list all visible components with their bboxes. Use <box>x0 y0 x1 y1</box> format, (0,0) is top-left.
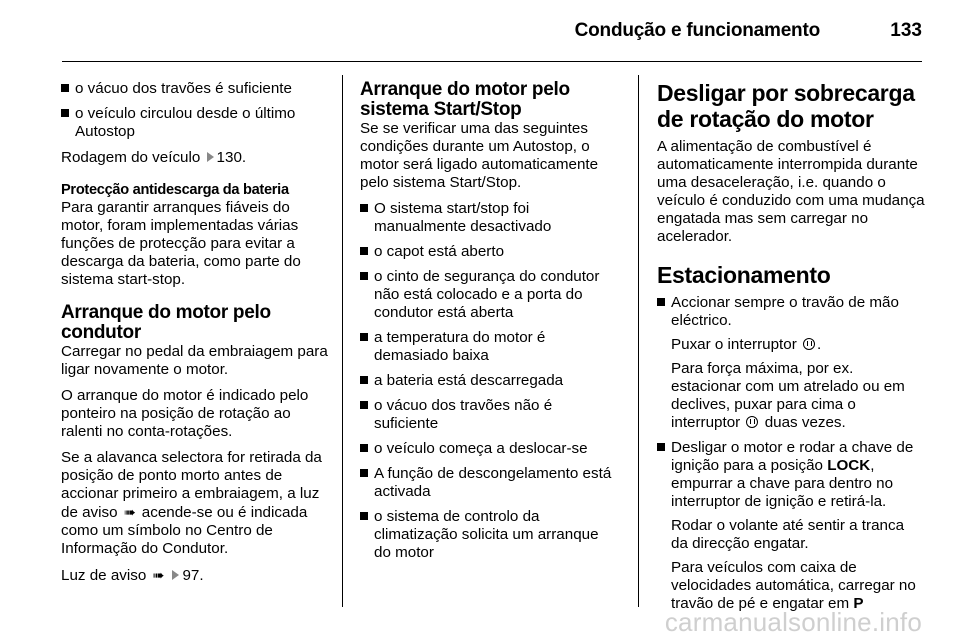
list-item: o capot está aberto <box>360 243 618 261</box>
list-item: o vácuo dos travões é suficiente <box>61 80 329 98</box>
section-heading: Arranque do motor pelo condutor <box>61 302 271 343</box>
reference-paragraph <box>61 149 329 167</box>
column-1 <box>61 80 329 593</box>
section-heading: Arranque do motor pelo sistema Start/Stop <box>360 79 570 120</box>
page-reference[interactable]: 130. <box>216 149 247 166</box>
page-reference-icon[interactable] <box>207 152 214 162</box>
list-item: o veículo começa a deslocar-se <box>360 440 618 458</box>
page-reference-icon[interactable] <box>172 570 179 580</box>
header-divider <box>62 61 922 62</box>
page-header-title: Condução e funcionamento <box>574 20 820 41</box>
paragraph: Para garantir arranques fiáveis do motor, foram implementadas várias funções de protecção para evitar a descarga da bateria, como parte do sistema start-stop. <box>61 199 301 288</box>
lock-position-label: LOCK <box>827 457 871 474</box>
section-heading: Estacionamento <box>657 262 831 288</box>
list-item: a bateria está descarregada <box>360 372 618 390</box>
list-item: Accionar sempre o travão de mão eléctrico. Puxar o interruptor . Para força máxima, por ex. estacionar com um atrelado ou em declives, puxar para cima o interruptor duas vezes. <box>657 294 925 432</box>
section-heading: Protecção antidescarga da bateria <box>61 182 289 198</box>
list-item: o cinto de segurança do condutor não está colocado e a porta do condutor está aberta <box>360 268 618 322</box>
list-item: o sistema de controlo da climatização solicita um arranque do motor <box>360 508 618 562</box>
paragraph: O arranque do motor é indicado pelo ponteiro na posição de rotação ao ralenti no conta-rotações. <box>61 387 309 440</box>
parking-brake-switch-icon <box>746 416 758 428</box>
column-3 <box>657 80 925 621</box>
autostop-warning-icon: ➠ <box>152 567 165 583</box>
page-number: 133 <box>890 20 922 41</box>
list-item: a temperatura do motor é demasiado baixa <box>360 329 618 365</box>
list-item: o vácuo dos travões não é suficiente <box>360 397 618 433</box>
paragraph: Se se verificar uma das seguintes condições durante um Autostop, o motor será ligado automaticamente pelo sistema Start/Stop. <box>360 120 599 191</box>
bullet-list <box>360 200 618 562</box>
section-heading: Desligar por sobrecarga de rotação do motor <box>657 80 915 132</box>
page-reference[interactable]: 97. <box>182 567 204 584</box>
paragraph: Se a alavanca selectora for retirada da posição de ponto morto antes de accionar primeiro a embraiagem, a luz de aviso ➠ acende-se ou é indicada como um símbolo no Centro de Informação do Condutor. <box>61 449 322 557</box>
column-divider-2 <box>638 75 639 607</box>
paragraph: Carregar no pedal da embraiagem para ligar novamente o motor. <box>61 343 328 378</box>
parking-brake-switch-icon <box>803 338 815 350</box>
list-item: Desligar o motor e rodar a chave de ignição para a posição LOCK, empurrar a chave para dentro no interruptor de ignição e retirá-la. Rodar o volante até sentir a tranca da direcção engatar. Para veículos com caixa de velocidades automática, carregar no travão de pé e engatar em P <box>657 439 925 613</box>
paragraph: A alimentação de combustível é automaticamente interrompida durante uma desaceleração, i.e. quando o veículo é conduzido com uma mudança engatada mas sem carregar no acelerador. <box>657 138 925 245</box>
list-item: O sistema start/stop foi manualmente desactivado <box>360 200 618 236</box>
reference-paragraph: Luz de aviso ➠ 97. <box>61 567 204 584</box>
column-divider-1 <box>342 75 343 607</box>
list-item: o veículo circulou desde o último Autostop <box>61 105 329 141</box>
bullet-list <box>61 80 329 141</box>
bullet-list <box>657 294 925 613</box>
reference-text: Rodagem do veículo <box>61 149 201 166</box>
autostop-warning-icon: ➠ <box>123 504 136 520</box>
park-position-label: P <box>853 595 864 612</box>
column-2 <box>360 80 618 570</box>
list-item: A função de descongelamento está activada <box>360 465 618 501</box>
watermark: carmanualsonline.info <box>664 607 922 637</box>
